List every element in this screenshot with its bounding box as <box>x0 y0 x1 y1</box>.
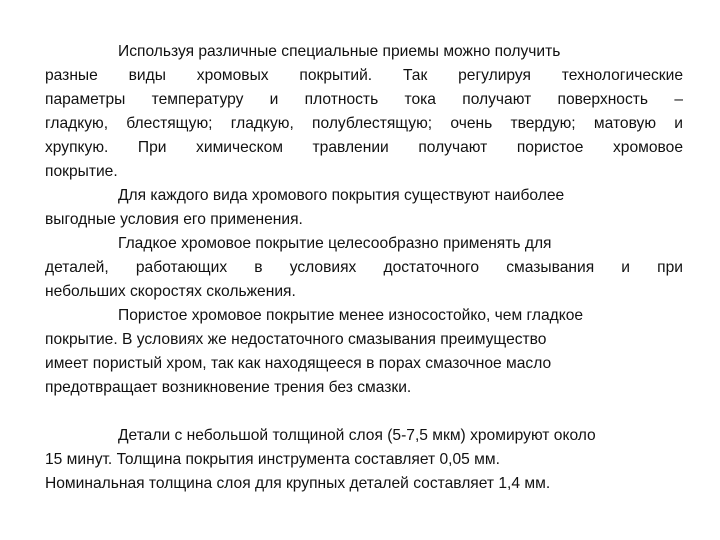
paragraph-3-line-1: Гладкое хромовое покрытие целесообразно применять для <box>118 235 552 252</box>
paragraph-1-line-4: гладкую, блестящую; гладкую, полублестящую; очень твердую; матовую и <box>45 115 683 132</box>
paragraph-2-line-1: Для каждого вида хромового покрытия существуют наиболее <box>118 187 565 204</box>
paragraph-4-line-4: предотвращает возникновение трения без смазки. <box>45 379 412 396</box>
paragraph-5-line-2: 15 минут. Толщина покрытия инструмента составляет 0,05 мм. <box>45 451 500 468</box>
paragraph-4-line-2: покрытие. В условиях же недостаточного смазывания преимущество <box>45 331 547 348</box>
paragraph-5-line-3: Номинальная толщина слоя для крупных деталей составляет 1,4 мм. <box>45 475 551 492</box>
paragraph-gap <box>45 400 683 424</box>
paragraph-3-line-3: небольших скоростях скольжения. <box>45 283 296 300</box>
paragraph-2-line-2: выгодные условия его применения. <box>45 211 303 228</box>
paragraph-1-line-1: Используя различные специальные приемы можно получить <box>118 43 561 60</box>
paragraph-4-line-3: имеет пористый хром, так как находящееся в порах смазочное масло <box>45 355 552 372</box>
paragraph-3-line-2: деталей, работающих в условиях достаточного смазывания и при <box>45 259 683 276</box>
paragraph-4-line-1: Пористое хромовое покрытие менее износостойко, чем гладкое <box>118 307 584 324</box>
document-body <box>45 40 683 496</box>
paragraph-1-line-6: покрытие. <box>45 163 118 180</box>
paragraph-1-line-2: разные виды хромовых покрытий. Так регулируя технологические <box>45 67 683 84</box>
paragraph-1-line-5: хрупкую. При химическом травлении получают пористое хромовое <box>45 139 683 156</box>
paragraph-5-line-1: Детали с небольшой толщиной слоя (5-7,5 мкм) хромируют около <box>118 427 596 444</box>
paragraph-1-line-3: параметры температуру и плотность тока получают поверхность – <box>45 91 683 108</box>
